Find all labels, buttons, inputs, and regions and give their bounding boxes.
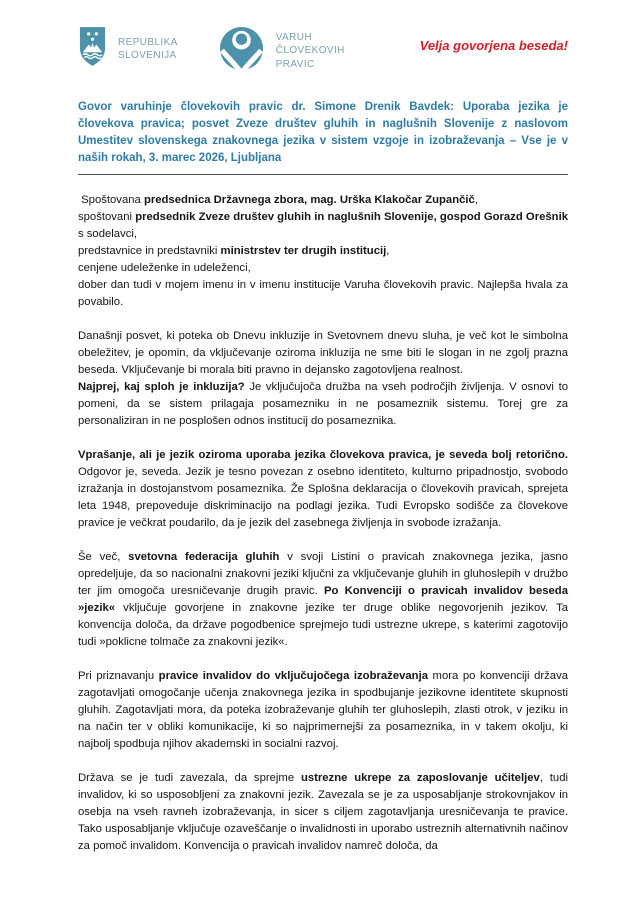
- spoken-word-note: Velja govorjena beseda!: [419, 38, 568, 53]
- slovenia-coat-of-arms-icon: [78, 25, 107, 73]
- document-title: Govor varuhinje človekovih pravic dr. Simone Drenik Bavdek: Uporaba jezika je človekova pravica; posvet Zveze društev gluhih in naglušnih Slovenije z naslovom Umestitev slovenskega znakovnega jezika v sistem vzgoje in izobraževanja – Vse je v naših rokah, 3. marec 2026, Ljubljana: [78, 101, 568, 164]
- republic-slovenia-label: REPUBLIKA SLOVENIJA: [118, 36, 178, 61]
- paragraph: Še več, svetovna federacija gluhih v svoji Listini o pravicah znakovnega jezika, jasno opredeljuje, da so nacionalni znakovni jeziki ključni za vključevanje gluhih in gluhoslepih v družbo ter jim omogoča uresničevanje drugih pravic. Po Konvenciji o pravicah invalidov beseda »jezik« vključuje govorjene in znakovne jezike ter druge oblike negovorjenih jezikov. Ta konvencija določa, da države pogodbenice sprejmejo tudi ustrezne ukrepe, s katerimi zagotovijo tudi »poklicne tolmače za znakovni jezik«.: [78, 551, 568, 648]
- varuh-logo: [218, 25, 345, 77]
- republic-slovenia-logo: [78, 25, 178, 73]
- paragraph: Država se je tudi zavezala, da sprejme ustrezne ukrepe za zaposlovanje učiteljev, tudi invalidov, ki so usposobljeni za znakovni jezik. Zavezala se je za usposabljanje strokovnjakov in osebja na vseh ravneh izobraževanja, in sicer s ciljem zagotavljanja uresničevanja te pravice. Tako usposabljanje vključuje ozaveščanje o invalidnosti in uporabo ustreznih alternativnih načinov za pomoč invalidom. Konvencija o pravicah invalidov namreč določa, da: [78, 772, 568, 852]
- paragraph: Današnji posvet, ki poteka ob Dnevu inkluzije in Svetovnem dnevu sluha, je več kot le simbolna obeležitev, je opomin, da vključevanje oziroma inkluzija ne sme biti le slogan in ne zgolj prazna beseda. Vključevanje bi morala biti pravno in dejansko zagotovljena realnost. Najprej, kaj sploh je inkluzija? Je vključujoča družba na vseh področjih življenja. V osnovi to pomeni, da se sistem prilagaja posamezniku in ne posameznik sistemu. Torej gre za personaliziran in ne posplošen odnos institucij do posameznika.: [78, 330, 568, 427]
- document-body: [78, 192, 568, 855]
- paragraph: Vprašanje, ali je jezik oziroma uporaba jezika človekova pravica, je seveda bolj retorično. Odgovor je, seveda. Jezik je tesno povezan z osebno identiteto, kulturno pripadnostjo, svobodo izražanja in dostojanstvom posameznika. Že Splošna deklaracija o človekovih pravicah, sprejeta leta 1948, prepoveduje diskriminacijo na podlagi jezika. Tudi Evropsko sodišče za človekove pravice je večkrat poudarilo, da je jezik del zasebnega življenja in svobode izražanja.: [78, 449, 568, 529]
- title-divider: [78, 174, 568, 175]
- varuh-person-circle-icon: [218, 25, 265, 77]
- document-header: [78, 25, 568, 83]
- paragraph: Pri priznavanju pravice invalidov do vključujočega izobraževanja mora po konvenciji država zagotavljati omogočanje učenja znakovnega jezika in spodbujanje jezikovne identitete skupnosti gluhih. Zagotavljati mora, da poteka izobraževanje gluhih ter gluhoslepih, zlasti otrok, v jeziku in na način ter v obliki komunikacije, ki so najprimernejši za posameznika, in v takem okolju, ki najbolj spodbuja njihov akademski in socialni razvoj.: [78, 670, 568, 750]
- varuh-label: VARUH ČLOVEKOVIH PRAVIC: [275, 32, 345, 70]
- paragraph: Spoštovana predsednica Državnega zbora, mag. Urška Klakočar Zupančič, spoštovani predsednik Zveze društev gluhih in naglušnih Slovenije, gospod Gorazd Orešnik s sodelavci, predstavnice in predstavniki ministrstev ter drugih institucij, cenjene udeleženke in udeleženci, dober dan tudi v mojem imenu in v imenu institucije Varuha človekovih pravic. Najlepša hvala za povabilo.: [78, 194, 568, 308]
